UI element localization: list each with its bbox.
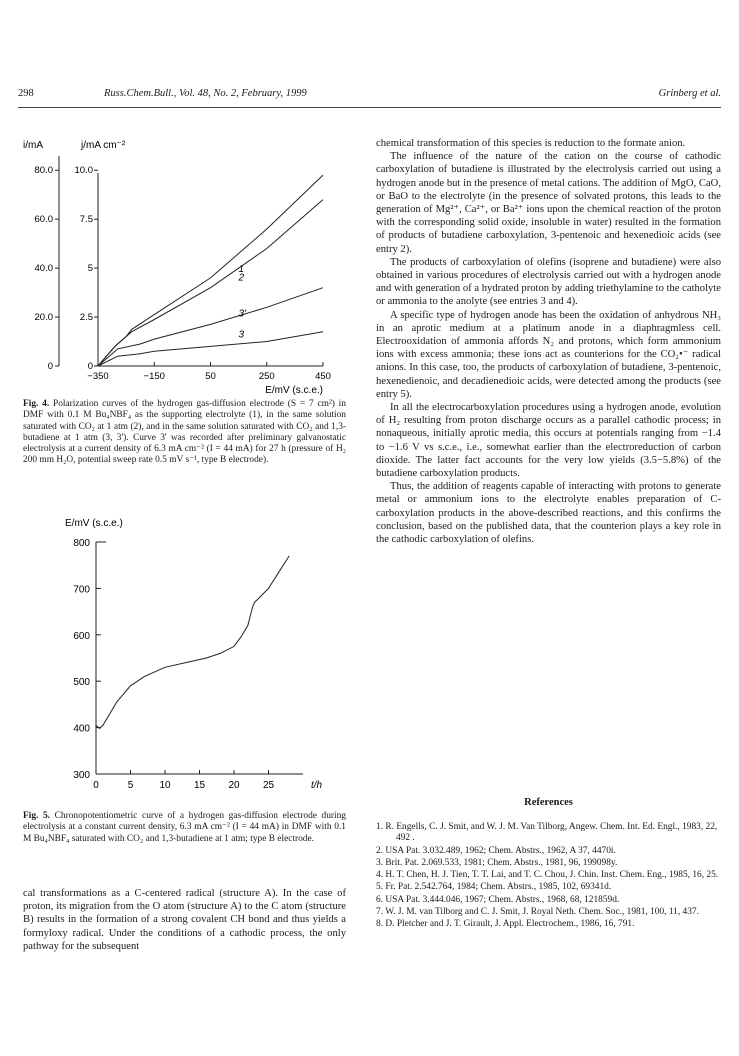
y-tick-label: 300 bbox=[73, 770, 90, 781]
series-line-2 bbox=[98, 200, 323, 366]
paragraph: cal transformations as a C-centered radical (structure A). In the case of proton, its migration from the O atom (structure A) to the C atom (structure B) results in the formation of a strong covalent CH bond and thus yields a formyloxy radical. Under the conditions of a cathodic process, the only pathway for the subsequent bbox=[23, 888, 346, 952]
series-line-3 bbox=[98, 332, 323, 366]
reference-item: 3. Brit. Pat. 2.069.533, 1981; Chem. Abstrs., 1981, 96, 199098y. bbox=[376, 857, 618, 868]
x-tick-label: −150 bbox=[143, 371, 165, 382]
reference-item: 2. USA Pat. 3.032.489, 1962; Chem. Abstrs., 1962, A 37, 4470i. bbox=[376, 845, 616, 856]
paragraph: The products of carboxylation of olefins (isoprene and butadiene) were also obtained in various procedures of electrolysis carried out with a hydrogen anode and with generation of a hydrated proton by adding triethylamine to the catholyte or ammonia to the anolyte (see entries 3 and 4). bbox=[376, 256, 721, 308]
paragraph: In all the electrocarboxylation procedures using a hydrogen anode, evolution of H₂ resulting from proton discharge occurs as a parallel cathodic process; in nonaqueous, initially aprotic media, this occurs at potentials ranging from −1.4 to −1.6 V vs s.c.e., i.e., somewhat earlier than the electroreduction of carbon dioxide. The latter fact accounts for the very low yields (3.5−5.8%) of the butadiene carboxylation products. bbox=[376, 402, 721, 480]
series-label: 1 bbox=[238, 263, 245, 275]
x-axis-label: t/h bbox=[311, 780, 323, 791]
right-column-text bbox=[376, 137, 721, 546]
references-list bbox=[376, 822, 721, 932]
figure-5-caption-text: Chronopotentiometric curve of a hydrogen gas-diffusion electrode during electrolysis at a constant current density, 6.3 mA cm⁻² (I = 44 mA) in DMF with 0.1 M Bu₄NBF₄ saturated with CO₂ and 1,3-butadiene at 1 atm; type B electrode. bbox=[23, 811, 346, 844]
header-rule bbox=[18, 107, 721, 108]
x-axis-label: E/mV (s.c.e.) bbox=[265, 385, 323, 396]
y-tick-label: 700 bbox=[73, 584, 90, 596]
paragraph: A specific type of hydrogen anode has been the oxidation of anhydrous NH₃ in an aprotic medium at a platinum anode in a diaphragmless cell. Electrooxidation of ammonia affords N₂ and protons, which form ammonium ions with excess ammonia; these ions act as counterions for the CO₂•⁻ radical anions. In this case, too, the products of carboxylation of butadiene, 3-pentenoic, hexenedienoic, and decadienedioic acids, were detected among the products (see entry 5). bbox=[376, 309, 721, 400]
series-label: 3' bbox=[238, 308, 246, 320]
x-tick-label: 450 bbox=[315, 371, 331, 382]
reference-item: 4. H. T. Chen, H. J. Tien, T. T. Lai, and T. C. Chou, J. Chin. Inst. Chem. Eng., 1985, 16, 25. bbox=[376, 870, 719, 881]
y-right-axis-label: j/mA cm⁻² bbox=[81, 140, 126, 151]
y-right-tick-label: 5 bbox=[87, 263, 93, 275]
y-tick-label: 800 bbox=[73, 538, 90, 549]
journal-citation: Russ.Chem.Bull., Vol. 48, No. 2, February, 1999 bbox=[104, 88, 307, 99]
y-tick-label: 500 bbox=[73, 677, 90, 689]
running-authors: Grinberg et al. bbox=[658, 88, 721, 99]
figure-4-label: Fig. 4. bbox=[23, 399, 50, 409]
x-tick-label: 50 bbox=[205, 371, 216, 382]
y-right-tick-label: 2.5 bbox=[79, 312, 93, 324]
reference-item: 8. D. Pletcher and J. T. Girault, J. Appl. Electrochem., 1986, 16, 791. bbox=[376, 919, 635, 930]
running-header bbox=[18, 88, 721, 106]
y-axis-label: E/mV (s.c.e.) bbox=[65, 518, 123, 529]
x-tick-label: 25 bbox=[262, 780, 275, 791]
figure-4-caption-text: Polarization curves of the hydrogen gas-diffusion electrode (S = 7 cm²) in DMF with 0.1 M Bu₄NBF₄ as the supporting electrolyte (1), in the same solution saturated with CO₂ at 1 atm (2), and in the same solution saturated with CO₂ and 1,3-butadiene at 1 atm (3, 3'). Curve 3' was recorded after preliminary galvanostatic electrolysis at a current density of 6.3 mA cm⁻² (I = 44 mA) for 27 h (pressure of H₂ 200 mm H₂O, potential sweep rate 0.5 mV s⁻¹, type B electrode). bbox=[23, 399, 346, 466]
y-left-axis-label: i/mA bbox=[23, 140, 43, 151]
x-tick-label: 15 bbox=[193, 780, 206, 791]
x-tick-label: 20 bbox=[228, 780, 240, 791]
page-number: 298 bbox=[18, 88, 34, 99]
figure-5-label: Fig. 5. bbox=[23, 811, 51, 821]
y-tick-label: 600 bbox=[73, 630, 90, 642]
reference-item: 5. Fr. Pat. 2.542.764, 1984; Chem. Abstrs., 1985, 102, 69341d. bbox=[376, 882, 612, 893]
y-left-tick-label: 0 bbox=[47, 361, 53, 372]
figure-5-caption bbox=[23, 811, 346, 845]
y-left-tick-label: 60.0 bbox=[34, 214, 53, 226]
x-tick-label: 0 bbox=[93, 780, 99, 791]
left-column-text bbox=[23, 887, 346, 953]
x-tick-label: 5 bbox=[127, 780, 134, 791]
figure-4-caption bbox=[23, 399, 346, 467]
series-label: 2 bbox=[238, 272, 245, 284]
reference-item: 7. W. J. M. van Tilborg and C. J. Smit, J. Royal Neth. Chem. Soc., 1981, 100, 11, 437. bbox=[376, 907, 699, 918]
figure-5-chart bbox=[23, 518, 353, 798]
x-tick-label: −350 bbox=[87, 371, 109, 382]
paragraph: The influence of the nature of the cation on the course of cathodic carboxylation of butadiene is illustrated by the electrolysis carried out using a hydrogen anode but in the presence of metal cations. The addition of MgO, CaO, or BaO to the electrolyte (in the presence of solvated protons, this leads to the generation of Mg²⁺, Ca²⁺, or Ba²⁺ ions upon the chemical reaction of the proton with the corresponding solid oxide, insoluble in water) resulted in the formation of products of butadiene carboxylation, 3-pentenoic and hexenedioic acids (see entry 2). bbox=[376, 151, 721, 255]
reference-item: 1. R. Engells, C. J. Smit, and W. J. M. Van Tilborg, Angew. Chem. Int. Ed. Engl., 1983, 22, 492 . bbox=[376, 822, 718, 844]
y-right-tick-label: 7.5 bbox=[79, 214, 93, 226]
paragraph: Thus, the addition of reagents capable of interacting with protons to generate metal or ammonium ions to the electrolyte enables preparation of C-carboxylation products in the above-described reactions, and this confirms the conclusion, based on the published data, that the counterion plays a key role in the cathodic carboxylation of olefins. bbox=[376, 481, 721, 546]
paragraph: chemical transformation of this species is reduction to the formate anion. bbox=[376, 138, 686, 149]
x-tick-label: 10 bbox=[159, 780, 171, 791]
y-right-tick-label: 10.0 bbox=[74, 165, 93, 177]
x-tick-label: 250 bbox=[258, 371, 275, 382]
references-heading: References bbox=[524, 797, 573, 808]
y-right-tick-label: 0 bbox=[87, 361, 93, 372]
reference-item: 6. USA Pat. 3.444.046, 1967; Chem. Abstrs., 1968, 68, 121859d. bbox=[376, 894, 620, 905]
y-left-tick-label: 20.0 bbox=[34, 312, 53, 324]
y-tick-label: 400 bbox=[73, 723, 90, 735]
y-left-tick-label: 40.0 bbox=[34, 263, 53, 275]
y-left-tick-label: 80.0 bbox=[34, 165, 53, 177]
potential-curve bbox=[96, 556, 289, 729]
figure-4-chart bbox=[23, 128, 353, 396]
series-label: 3 bbox=[238, 329, 245, 341]
